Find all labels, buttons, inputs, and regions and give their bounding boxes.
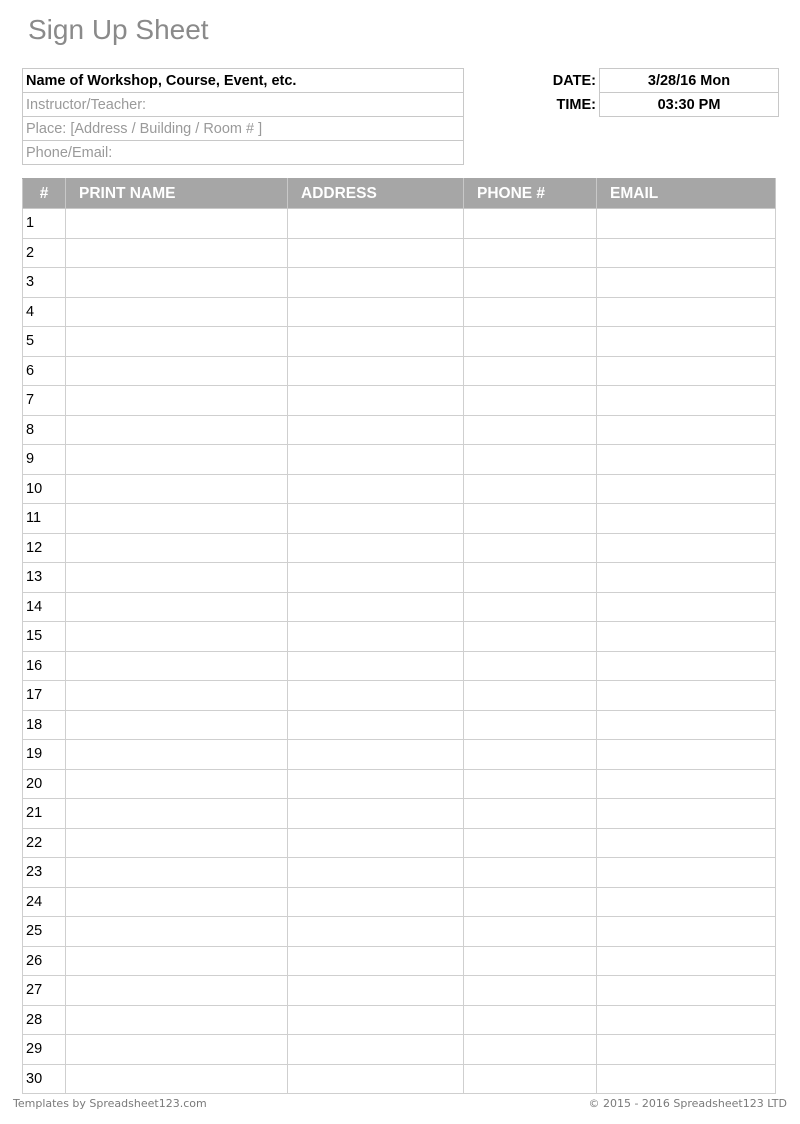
row-number: 5 (23, 327, 66, 357)
print-name-cell[interactable] (66, 1064, 288, 1094)
print-name-cell[interactable] (66, 1035, 288, 1065)
row-number: 17 (23, 681, 66, 711)
column-header-address: ADDRESS (288, 179, 464, 209)
phone-cell[interactable] (464, 858, 597, 888)
phone-cell[interactable] (464, 887, 597, 917)
print-name-cell[interactable] (66, 769, 288, 799)
print-name-cell[interactable] (66, 533, 288, 563)
address-cell[interactable] (288, 504, 464, 534)
row-number: 14 (23, 592, 66, 622)
row-number: 16 (23, 651, 66, 681)
address-cell[interactable] (288, 710, 464, 740)
phone-cell[interactable] (464, 563, 597, 593)
email-cell[interactable] (597, 651, 776, 681)
email-cell[interactable] (597, 799, 776, 829)
address-cell[interactable] (288, 474, 464, 504)
date-field[interactable]: 3/28/16 Mon (600, 69, 779, 93)
table-row (23, 209, 776, 239)
print-name-cell[interactable] (66, 415, 288, 445)
address-cell[interactable] (288, 386, 464, 416)
table-row (23, 297, 776, 327)
phone-cell[interactable] (464, 1035, 597, 1065)
print-name-cell[interactable] (66, 651, 288, 681)
table-row (23, 1005, 776, 1035)
row-number: 28 (23, 1005, 66, 1035)
row-number: 9 (23, 445, 66, 475)
row-number: 29 (23, 1035, 66, 1065)
phone-cell[interactable] (464, 740, 597, 770)
print-name-cell[interactable] (66, 976, 288, 1006)
phone-cell[interactable] (464, 622, 597, 652)
print-name-cell[interactable] (66, 858, 288, 888)
print-name-cell[interactable] (66, 740, 288, 770)
table-row (23, 238, 776, 268)
email-cell[interactable] (597, 681, 776, 711)
phone-cell[interactable] (464, 415, 597, 445)
email-cell[interactable] (597, 415, 776, 445)
email-cell[interactable] (597, 946, 776, 976)
row-number: 13 (23, 563, 66, 593)
phone-cell[interactable] (464, 828, 597, 858)
table-row (23, 504, 776, 534)
table-row (23, 533, 776, 563)
row-number: 15 (23, 622, 66, 652)
row-number: 27 (23, 976, 66, 1006)
table-row (23, 356, 776, 386)
address-cell[interactable] (288, 681, 464, 711)
table-row (23, 1064, 776, 1094)
address-cell[interactable] (288, 297, 464, 327)
row-number: 10 (23, 474, 66, 504)
email-cell[interactable] (597, 887, 776, 917)
address-cell[interactable] (288, 1035, 464, 1065)
event-info-box (22, 68, 464, 165)
instructor-field[interactable]: Instructor/Teacher: (23, 93, 464, 117)
print-name-cell[interactable] (66, 474, 288, 504)
signup-table (22, 178, 776, 1094)
address-cell[interactable] (288, 415, 464, 445)
print-name-cell[interactable] (66, 828, 288, 858)
print-name-cell[interactable] (66, 563, 288, 593)
column-header-phone: PHONE # (464, 179, 597, 209)
print-name-cell[interactable] (66, 238, 288, 268)
phone-cell[interactable] (464, 592, 597, 622)
email-cell[interactable] (597, 858, 776, 888)
table-header-row (23, 179, 776, 209)
email-cell[interactable] (597, 1035, 776, 1065)
row-number: 3 (23, 268, 66, 298)
email-cell[interactable] (597, 238, 776, 268)
table-row (23, 592, 776, 622)
print-name-cell[interactable] (66, 887, 288, 917)
phone-cell[interactable] (464, 474, 597, 504)
email-cell[interactable] (597, 563, 776, 593)
print-name-cell[interactable] (66, 504, 288, 534)
phone-cell[interactable] (464, 504, 597, 534)
row-number: 4 (23, 297, 66, 327)
email-cell[interactable] (597, 769, 776, 799)
phone-cell[interactable] (464, 946, 597, 976)
row-number: 24 (23, 887, 66, 917)
schedule-box (520, 68, 779, 117)
address-cell[interactable] (288, 799, 464, 829)
table-row (23, 740, 776, 770)
print-name-cell[interactable] (66, 710, 288, 740)
print-name-cell[interactable] (66, 327, 288, 357)
email-cell[interactable] (597, 1064, 776, 1094)
time-field[interactable]: 03:30 PM (600, 93, 779, 117)
email-cell[interactable] (597, 268, 776, 298)
address-cell[interactable] (288, 533, 464, 563)
address-cell[interactable] (288, 563, 464, 593)
address-cell[interactable] (288, 238, 464, 268)
table-row (23, 415, 776, 445)
print-name-cell[interactable] (66, 592, 288, 622)
table-row (23, 976, 776, 1006)
phone-cell[interactable] (464, 297, 597, 327)
print-name-cell[interactable] (66, 681, 288, 711)
email-cell[interactable] (597, 917, 776, 947)
email-cell[interactable] (597, 1005, 776, 1035)
phone-cell[interactable] (464, 238, 597, 268)
table-row (23, 474, 776, 504)
table-row (23, 828, 776, 858)
email-cell[interactable] (597, 828, 776, 858)
table-row (23, 681, 776, 711)
print-name-cell[interactable] (66, 917, 288, 947)
table-row (23, 710, 776, 740)
address-cell[interactable] (288, 917, 464, 947)
email-cell[interactable] (597, 209, 776, 239)
table-row (23, 563, 776, 593)
row-number: 7 (23, 386, 66, 416)
phone-cell[interactable] (464, 799, 597, 829)
column-header-email: EMAIL (597, 179, 776, 209)
table-row (23, 622, 776, 652)
address-cell[interactable] (288, 651, 464, 681)
address-cell[interactable] (288, 1064, 464, 1094)
print-name-cell[interactable] (66, 1005, 288, 1035)
email-cell[interactable] (597, 740, 776, 770)
address-cell[interactable] (288, 740, 464, 770)
column-header-number: # (23, 179, 66, 209)
row-number: 2 (23, 238, 66, 268)
email-cell[interactable] (597, 445, 776, 475)
address-cell[interactable] (288, 445, 464, 475)
column-header-name: PRINT NAME (66, 179, 288, 209)
address-cell[interactable] (288, 356, 464, 386)
address-cell[interactable] (288, 592, 464, 622)
print-name-cell[interactable] (66, 946, 288, 976)
table-row (23, 887, 776, 917)
table-row (23, 327, 776, 357)
table-row (23, 268, 776, 298)
print-name-cell[interactable] (66, 386, 288, 416)
phone-cell[interactable] (464, 976, 597, 1006)
contact-field[interactable]: Phone/Email: (23, 141, 464, 165)
table-row (23, 386, 776, 416)
email-cell[interactable] (597, 710, 776, 740)
email-cell[interactable] (597, 297, 776, 327)
phone-cell[interactable] (464, 327, 597, 357)
phone-cell[interactable] (464, 356, 597, 386)
email-cell[interactable] (597, 592, 776, 622)
address-cell[interactable] (288, 828, 464, 858)
phone-cell[interactable] (464, 386, 597, 416)
phone-cell[interactable] (464, 1064, 597, 1094)
email-cell[interactable] (597, 976, 776, 1006)
address-cell[interactable] (288, 327, 464, 357)
email-cell[interactable] (597, 622, 776, 652)
table-row (23, 799, 776, 829)
table-row (23, 651, 776, 681)
row-number: 6 (23, 356, 66, 386)
print-name-cell[interactable] (66, 445, 288, 475)
row-number: 19 (23, 740, 66, 770)
row-number: 26 (23, 946, 66, 976)
email-cell[interactable] (597, 386, 776, 416)
print-name-cell[interactable] (66, 622, 288, 652)
print-name-cell[interactable] (66, 209, 288, 239)
date-label: DATE: (552, 72, 596, 89)
phone-cell[interactable] (464, 651, 597, 681)
email-cell[interactable] (597, 327, 776, 357)
row-number: 11 (23, 504, 66, 534)
email-cell[interactable] (597, 474, 776, 504)
address-cell[interactable] (288, 622, 464, 652)
footer-copyright: © 2015 - 2016 Spreadsheet123 LTD (588, 1097, 787, 1110)
table-row (23, 445, 776, 475)
place-field[interactable]: Place: [Address / Building / Room # ] (23, 117, 464, 141)
address-cell[interactable] (288, 1005, 464, 1035)
email-cell[interactable] (597, 356, 776, 386)
print-name-cell[interactable] (66, 297, 288, 327)
address-cell[interactable] (288, 769, 464, 799)
address-cell[interactable] (288, 887, 464, 917)
email-cell[interactable] (597, 533, 776, 563)
address-cell[interactable] (288, 976, 464, 1006)
table-row (23, 917, 776, 947)
row-number: 21 (23, 799, 66, 829)
row-number: 23 (23, 858, 66, 888)
time-label: TIME: (556, 96, 596, 113)
row-number: 12 (23, 533, 66, 563)
print-name-cell[interactable] (66, 799, 288, 829)
row-number: 8 (23, 415, 66, 445)
print-name-cell[interactable] (66, 356, 288, 386)
row-number: 22 (23, 828, 66, 858)
address-cell[interactable] (288, 268, 464, 298)
row-number: 25 (23, 917, 66, 947)
phone-cell[interactable] (464, 917, 597, 947)
phone-cell[interactable] (464, 268, 597, 298)
row-number: 20 (23, 769, 66, 799)
phone-cell[interactable] (464, 445, 597, 475)
phone-cell[interactable] (464, 710, 597, 740)
email-cell[interactable] (597, 504, 776, 534)
table-row (23, 946, 776, 976)
row-number: 30 (23, 1064, 66, 1094)
print-name-cell[interactable] (66, 268, 288, 298)
table-row (23, 769, 776, 799)
address-cell[interactable] (288, 209, 464, 239)
address-cell[interactable] (288, 946, 464, 976)
table-row (23, 858, 776, 888)
page-title: Sign Up Sheet (28, 14, 209, 45)
event-name-field[interactable]: Name of Workshop, Course, Event, etc. (23, 69, 464, 93)
table-row (23, 1035, 776, 1065)
phone-cell[interactable] (464, 209, 597, 239)
footer-credit: Templates by Spreadsheet123.com (13, 1097, 207, 1110)
row-number: 1 (23, 209, 66, 239)
address-cell[interactable] (288, 858, 464, 888)
row-number: 18 (23, 710, 66, 740)
phone-cell[interactable] (464, 769, 597, 799)
phone-cell[interactable] (464, 533, 597, 563)
phone-cell[interactable] (464, 681, 597, 711)
phone-cell[interactable] (464, 1005, 597, 1035)
